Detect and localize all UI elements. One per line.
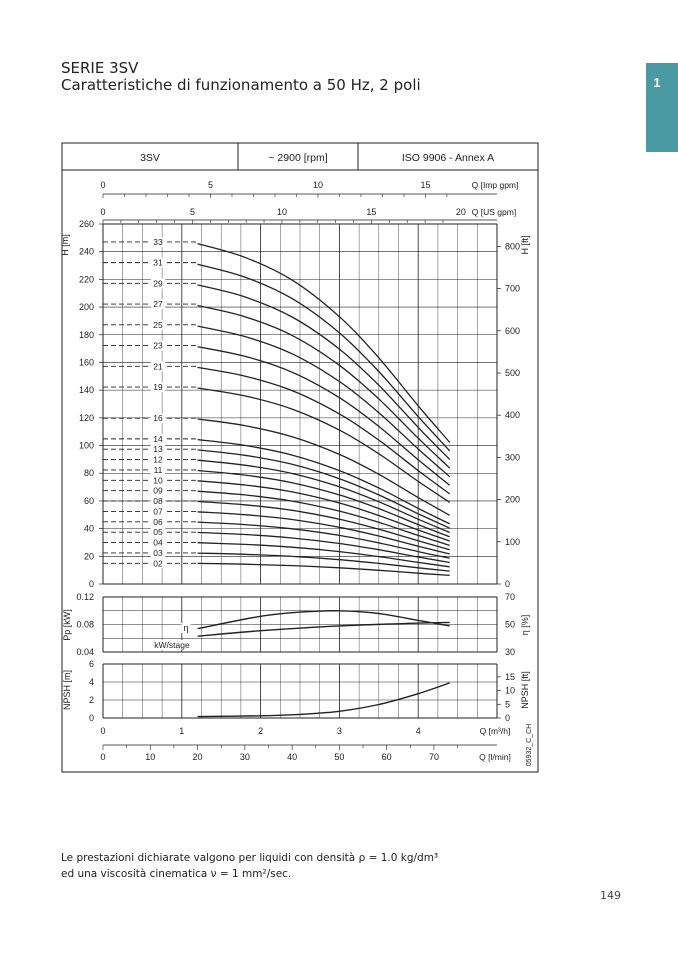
q-m3h-tick: 0 [100,726,106,736]
q-us-axis-label: Q [US gpm] [471,207,517,217]
head-curve-stage-29 [198,285,450,460]
power-y-tick: 0.04 [76,647,94,657]
head-y-tick: 20 [83,551,94,562]
q-us-tick: 20 [455,207,466,217]
q-m3h-axis-label: Q [m³/h] [479,726,511,736]
power-y-tick: 0.08 [76,619,94,630]
head-ft-tick: 600 [505,325,521,336]
head-y-tick: 40 [83,523,94,534]
head-y-tick: 0 [88,579,94,589]
stage-label: 08 [153,496,163,507]
head-curve-stage-08 [198,502,450,550]
stage-label: 13 [153,444,163,455]
eta-tick: 70 [505,592,516,602]
stage-label: 19 [153,382,163,393]
q-lmin-tick: 20 [192,752,203,762]
head-y-tick: 60 [83,495,94,506]
page-number: 149 [600,889,621,902]
power-y-label: Pp [kW] [62,609,72,641]
power-y-tick: 0.12 [76,592,94,602]
npsh-y-label: NPSH [m] [62,669,72,711]
header-model: 3SV [140,152,160,164]
note-line-2: ed una viscosità cinematica ν = 1 mm²/sec. [61,868,292,880]
drawing-code: 05932_C_CH [526,723,533,767]
stage-label: 21 [153,361,163,372]
stage-label: 02 [153,558,163,569]
q-lmin-axis-label: Q [l/min] [479,752,511,762]
q-m3h-tick: 4 [415,726,421,736]
stage-label: 27 [153,299,163,310]
head-y-tick: 180 [78,329,94,340]
npsh-y-tick: 4 [88,677,94,687]
npsh-ft-label: NPSH [ft] [520,671,530,709]
head-ft-tick: 800 [505,241,521,252]
head-ft-tick: 300 [505,452,521,463]
eta-tick: 30 [505,647,516,657]
stage-label: 07 [153,506,163,517]
npsh-ft-tick: 0 [505,713,511,723]
head-y-tick: 140 [78,385,94,396]
stage-label: 29 [153,278,163,289]
npsh-y-tick: 6 [88,659,94,669]
stage-label: 04 [153,537,163,548]
q-imp-axis-label: Q [Imp gpm] [471,180,519,190]
head-ft-tick: 200 [505,494,521,505]
stage-label: 03 [153,547,163,558]
q-us-tick: 15 [366,207,377,217]
eta-y-label: η [%] [520,614,530,636]
stage-label: 12 [153,454,163,465]
q-m3h-tick: 3 [336,726,342,736]
q-lmin-tick: 60 [381,752,392,762]
head-y-tick: 240 [78,246,94,257]
header-speed: ~ 2900 [rpm] [268,152,328,164]
q-imp-tick: 10 [312,180,323,190]
stage-label: 31 [153,257,163,268]
head-ft-tick: 100 [505,536,521,547]
npsh-y-tick: 0 [88,713,94,723]
q-imp-tick: 0 [100,180,106,190]
stage-label: 10 [153,475,163,486]
head-ft-tick: 500 [505,367,521,378]
head-y-tick: 100 [78,440,94,451]
q-us-tick: 5 [189,207,195,217]
q-us-tick: 10 [276,207,287,217]
stage-label: 09 [153,485,163,496]
q-imp-tick: 5 [207,180,213,190]
npsh-ft-tick: 5 [505,699,511,710]
head-ft-tick: 0 [505,579,511,589]
efficiency-curve [198,611,450,629]
page-subtitle: Caratteristiche di funzionamento a 50 Hz, 2 poli [61,76,421,94]
q-us-tick: 0 [100,207,106,217]
head-ft-tick: 700 [505,283,521,294]
head-y-tick: 160 [78,357,94,368]
head-y-tick: 120 [78,412,94,423]
head-ft-label: H [ft] [520,235,530,255]
stage-label: 25 [153,319,163,330]
q-imp-tick: 15 [420,180,431,190]
q-m3h-tick: 2 [258,726,264,736]
npsh-ft-tick: 10 [505,685,516,696]
npsh-ft-tick: 15 [505,671,516,682]
head-curve-stage-04 [198,543,450,567]
head-y-label: H [m] [60,234,70,256]
npsh-y-tick: 2 [88,695,94,705]
q-lmin-tick: 0 [100,752,106,762]
stage-label: 14 [153,433,163,444]
head-curve-stage-21 [198,367,450,494]
header-standard: ISO 9906 - Annex A [401,152,495,164]
q-lmin-tick: 70 [428,752,439,762]
note-line-1: Le prestazioni dichiarate valgono per liquidi con densità ρ = 1.0 kg/dm³ [61,852,439,864]
power-curve-label: kW/stage [154,640,190,650]
stage-label: 11 [153,464,163,475]
q-m3h-tick: 1 [179,726,185,736]
q-lmin-tick: 10 [145,752,156,762]
stage-label: 06 [153,516,163,527]
head-y-tick: 220 [78,274,94,285]
head-curve-stage-02 [198,563,450,575]
stage-label: 23 [153,340,163,351]
q-lmin-tick: 30 [239,752,250,762]
stage-label: 16 [153,413,163,424]
eta-tick: 50 [505,619,516,630]
chapter-tab-number: 1 [653,75,661,90]
stage-label: 33 [153,236,163,247]
head-y-tick: 260 [78,219,94,229]
eta-curve-label: η [183,623,189,633]
head-y-tick: 80 [83,468,94,479]
stage-label: 05 [153,527,163,538]
q-lmin-tick: 40 [287,752,298,762]
head-y-tick: 200 [78,302,94,313]
series-title: SERIE 3SV [61,59,139,77]
q-lmin-tick: 50 [334,752,345,762]
head-ft-tick: 400 [505,410,521,421]
